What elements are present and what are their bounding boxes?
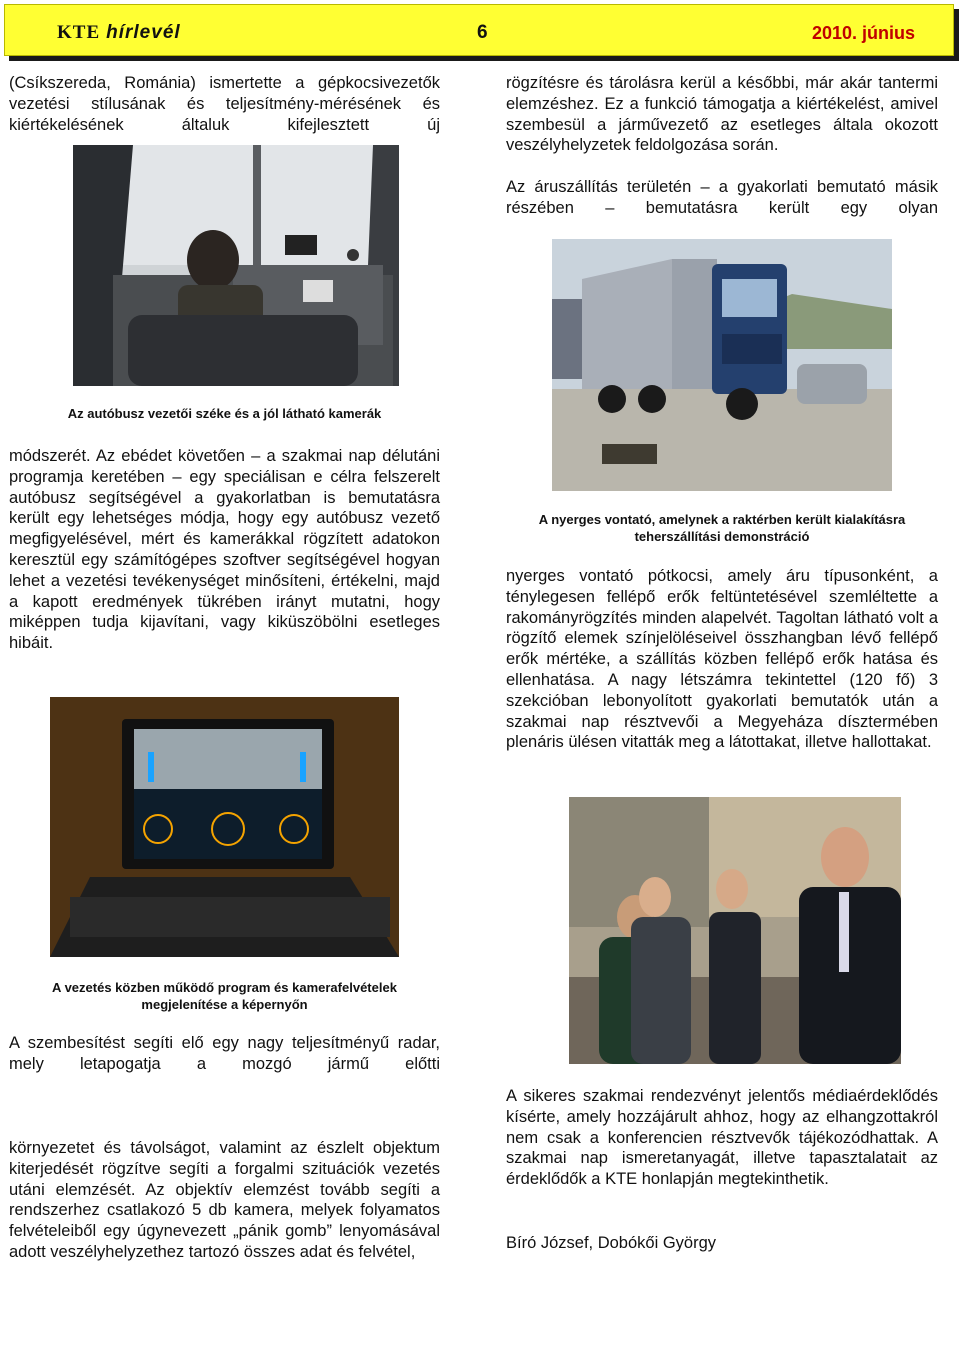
page-number: 6 (477, 22, 488, 43)
brand-name: KTE (57, 22, 101, 43)
newsletter-title (57, 22, 181, 44)
article-authors: Bíró József, Dobókői György (506, 1234, 717, 1252)
laptop-photo-caption: A vezetés közben működő program és kamerafelvételek megjelenítése a képernyőn (52, 980, 397, 1012)
left-paragraph-2: módszerét. Az ebédet követően – a szakmai nap délutáni programja keretében – egy speciálisan e célra felszerelt autóbusz segítségével a gyakorlatban is bemutatásra került egy lehetséges módja, hogy egy autóbusz vezető megfigyelésével, mért és kamerákkal rögzített adatokon keresztül egy számítógépes szoftver segítségével hogyan lehet a vezetési tevékenységet minősíteni, értékelni, majd a kapott eredmények tükrében irányt mutatni, hogy miképpen tudja kijavítani, vagy kiküszöbölni esetleges hibáit. (9, 447, 440, 653)
laptop-photo (50, 697, 399, 957)
newsletter-header (4, 4, 954, 56)
issue-date: 2010. június (811, 23, 915, 43)
right-paragraph-3: A sikeres szakmai rendezvényt jelentős médiaérdeklődés kísérte, amely hozzájárult ahhoz, hogy az elhangzottakról nem csak a konferencien résztvevők tájékozódhattak. A szakmai nap ismeretanyagát, illetve tapasztalatait az érdeklődők a KTE honlapján megtekinthetik. (506, 1087, 938, 1189)
truck-photo-caption: A nyerges vontató, amelynek a raktérben került kialakításra teherszállítási demonstráció (538, 512, 906, 544)
right-paragraph-2: nyerges vontató pótkocsi, amely áru típusonként, a ténylegesen fellépő erők feltüntetésével szemléltette a rakományrögzítés minden alapelvét. Tagoltan látható volt a rögzítő elemek színjelöléseivel összhangban lévő fellépő erők mértéke, a szállítás közben fellépő erők hatása és ellenhatása. A nagy létszámra tekintettel (120 fő) 3 szekcióban lebonyolított gyakorlati bemutatók után a szakmai nap résztvevői a Megyeháza dísztermében plenáris ülésen vitatták meg a látottakat, illetve hallottakat. (506, 567, 938, 752)
participants-photo (569, 797, 901, 1064)
bus-driver-photo (73, 145, 399, 386)
truck-photo (552, 239, 892, 491)
right-paragraph-1b: Az áruszállítás területén – a gyakorlati bemutató másik részében – bemutatásra került egy olyan (506, 178, 938, 217)
left-paragraph-3: A szembesítést segíti elő egy nagy teljesítményű radar, mely letapogatja a mozgó jármű előtti (9, 1034, 440, 1073)
bus-photo-caption: Az autóbusz vezetői széke és a jól látható kamerák (67, 406, 382, 421)
left-paragraph-4: környezetet és távolságot, valamint az észlelt objektum kiterjedését rögzítve segíti a forgalmi szituációk vezetés utáni elemzését. Az objektív elemzést tovább segíti a rendszerhez csatlakozó 5 db kamera, melyek folyamatos felvételeiből egy úgynevezett „pánik gomb” lenyomásával adott veszélyhelyzethez tartozó összes adat és felvétel, (9, 1139, 440, 1261)
right-paragraph-1a: rögzítésre és tárolásra kerül a későbbi, már akár tantermi elemzéshez. Ez a funkció támogatja a kiértékelést, amivel szembesül a járművezető az esetleges általa okozott veszélyhelyzetek feldolgozása során. (506, 74, 938, 155)
newsletter-label: hírlevél (106, 22, 181, 43)
left-paragraph-1: (Csíkszereda, Románia) ismertette a gépkocsivezetők vezetési stílusának és teljesítmény-mérésének és kiértékelésének általuk kifejlesztett új (9, 74, 440, 134)
